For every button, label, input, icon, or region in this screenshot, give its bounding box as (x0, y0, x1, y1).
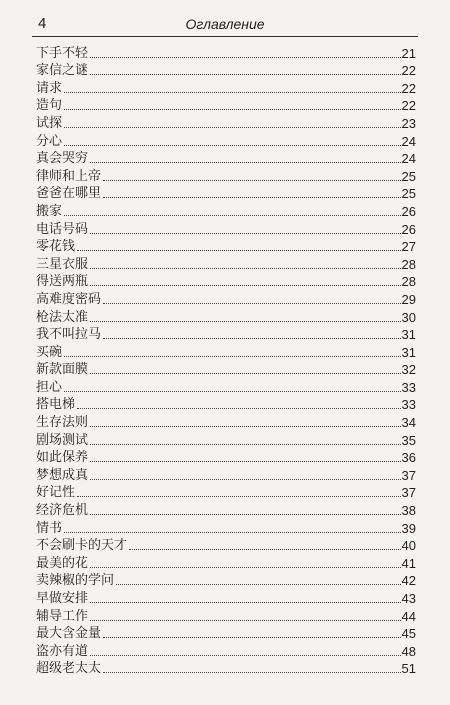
toc-entry-title: 电话号码 (36, 221, 89, 237)
toc-entry-title: 造句 (36, 98, 63, 114)
dot-leader (90, 655, 401, 656)
toc-entry (36, 220, 416, 238)
dot-leader (90, 74, 401, 75)
dot-leader (64, 215, 401, 216)
toc-entry (36, 273, 416, 291)
toc-entry-page: 22 (401, 98, 416, 114)
toc-entry-page: 24 (401, 133, 416, 149)
dot-leader (116, 584, 401, 585)
toc-entry-title: 买碗 (36, 344, 63, 360)
toc-entry-title: 真会哭穷 (36, 151, 89, 167)
toc-entry-title: 新款面膜 (36, 362, 89, 378)
toc-entry-title: 超级老太太 (36, 661, 102, 677)
toc-entry-title: 早做安排 (36, 591, 89, 606)
toc-entry (36, 238, 416, 256)
toc-entry (36, 114, 416, 132)
dot-leader (90, 444, 401, 445)
toc-entry-title: 零花钱 (36, 239, 76, 255)
dot-leader (103, 637, 401, 638)
dot-leader (103, 303, 401, 304)
toc-entry (36, 607, 416, 625)
toc-entry-page: 25 (401, 168, 416, 184)
toc-entry (36, 79, 416, 97)
toc-entry-page: 40 (401, 538, 416, 554)
toc-entry-title: 搬家 (36, 203, 63, 219)
toc-entry (36, 132, 416, 150)
dot-leader (90, 321, 401, 322)
page-title: Оглавление (185, 16, 265, 32)
toc-entry-title: 最大含金量 (36, 626, 102, 642)
toc-entry (36, 625, 416, 643)
toc-entry (36, 343, 416, 361)
toc-entry-page: 37 (401, 467, 416, 483)
toc-entry (36, 308, 416, 326)
page-header (32, 14, 418, 37)
toc-entry-title: 梦想成真 (36, 467, 89, 483)
toc-entry-page: 24 (401, 151, 416, 167)
toc-entry-title: 盗亦有道 (36, 643, 89, 659)
dot-leader (77, 250, 401, 251)
toc-entry-title: 担心 (36, 379, 63, 395)
toc-entry-page: 31 (401, 344, 416, 360)
dot-leader (90, 162, 401, 163)
toc-entry (36, 449, 416, 467)
toc-entry-page: 34 (401, 415, 416, 431)
toc-entry (36, 589, 416, 607)
toc-entry (36, 572, 416, 590)
page-number: 4 (38, 15, 47, 32)
toc-entry-title: 搭电梯 (36, 397, 76, 413)
toc-entry-page: 33 (401, 397, 416, 413)
toc-entry-title: 请求 (36, 80, 63, 96)
toc-entry-page: 45 (401, 626, 416, 642)
dot-leader (77, 408, 401, 409)
toc-entry-page: 31 (401, 327, 416, 343)
dot-leader (103, 672, 401, 673)
toc-entry-title: 家信之谜 (36, 63, 89, 79)
toc-entry-title: 最美的花 (36, 555, 89, 571)
dot-leader (90, 426, 401, 427)
toc-entry-title: 不会刷卡的天才 (36, 538, 128, 554)
toc-entry (36, 62, 416, 80)
toc-entry-page: 25 (401, 186, 416, 202)
toc-entry-page: 29 (401, 291, 416, 307)
toc-entry-title: 爸爸在哪里 (36, 186, 102, 202)
dot-leader (90, 620, 401, 621)
toc-entry (36, 413, 416, 431)
toc-entry-title: 卖辣椒的学问 (36, 573, 115, 589)
toc-entry-page: 37 (401, 485, 416, 501)
toc-entry (36, 97, 416, 115)
toc-entry (36, 466, 416, 484)
dot-leader (103, 338, 401, 339)
toc-entry-page: 44 (401, 608, 416, 624)
toc-entry (36, 185, 416, 203)
dot-leader (90, 268, 401, 269)
dot-leader (90, 285, 401, 286)
toc-entry-title: 枪法太准 (36, 309, 89, 325)
toc-entry-page: 26 (401, 203, 416, 219)
toc-entry-page: 48 (401, 643, 416, 659)
toc-entry (36, 396, 416, 414)
toc-entry-title: 情书 (36, 520, 63, 536)
toc-entry-page: 22 (401, 80, 416, 96)
toc-entry (36, 554, 416, 572)
dot-leader (90, 479, 401, 480)
dot-leader (64, 145, 401, 146)
toc-entry-page: 42 (401, 573, 416, 589)
dot-leader (90, 461, 401, 462)
dot-leader (90, 233, 401, 234)
toc-entry (36, 484, 416, 502)
dot-leader (64, 127, 401, 128)
toc-entry-page: 30 (401, 309, 416, 325)
toc-entry-page: 26 (401, 221, 416, 237)
toc-entry-title: 我不叫拉马 (36, 327, 102, 343)
dot-leader (129, 549, 401, 550)
dot-leader (90, 602, 401, 603)
toc-entry-title: 三星衣服 (36, 256, 89, 272)
toc-entry-title: 好记性 (36, 485, 76, 501)
dot-leader (64, 92, 401, 93)
dot-leader (90, 57, 401, 58)
dot-leader (64, 356, 401, 357)
toc-entry-page: 36 (401, 450, 416, 466)
toc-entry (36, 326, 416, 344)
toc-entry-page: 27 (401, 239, 416, 255)
toc-entry-title: 经济危机 (36, 503, 89, 519)
toc-entry (36, 290, 416, 308)
toc-entry (36, 660, 416, 678)
toc-entry-title: 下手不轻 (36, 45, 89, 61)
dot-leader (64, 109, 401, 110)
toc-entry-page: 43 (401, 591, 416, 606)
dot-leader (90, 514, 401, 515)
toc-entry-title: 辅导工作 (36, 608, 89, 624)
toc-entry-page: 22 (401, 63, 416, 79)
toc-entry (36, 202, 416, 220)
dot-leader (64, 391, 401, 392)
toc-entry-title: 分心 (36, 133, 63, 149)
dot-leader (90, 567, 401, 568)
toc-entry (36, 361, 416, 379)
toc-entry-page: 38 (401, 503, 416, 519)
toc-entry (36, 255, 416, 273)
toc-entry (36, 167, 416, 185)
toc-entry (36, 44, 416, 62)
toc-entry-title: 得送两瓶 (36, 274, 89, 290)
toc-entry-page: 28 (401, 256, 416, 272)
dot-leader (103, 197, 401, 198)
dot-leader (90, 373, 401, 374)
toc-entry-page: 41 (401, 555, 416, 571)
table-of-contents (36, 44, 416, 677)
toc-entry (36, 150, 416, 168)
dot-leader (103, 180, 401, 181)
toc-entry (36, 642, 416, 660)
toc-entry-page: 23 (401, 115, 416, 131)
toc-entry-title: 高难度密码 (36, 291, 102, 307)
toc-entry-page: 39 (401, 520, 416, 536)
toc-entry-title: 如此保养 (36, 450, 89, 466)
toc-entry-title: 剧场测试 (36, 432, 89, 448)
toc-entry-page: 28 (401, 274, 416, 290)
toc-entry (36, 519, 416, 537)
toc-entry-page: 32 (401, 362, 416, 378)
toc-entry-page: 33 (401, 379, 416, 395)
toc-entry-title: 生存法则 (36, 415, 89, 431)
toc-entry-page: 51 (401, 661, 416, 677)
toc-entry-page: 35 (401, 432, 416, 448)
toc-entry-title: 律师和上帝 (36, 168, 102, 184)
toc-entry (36, 431, 416, 449)
dot-leader (64, 532, 401, 533)
toc-entry (36, 537, 416, 555)
toc-entry-page: 21 (401, 45, 416, 61)
toc-entry-title: 试探 (36, 115, 63, 131)
toc-entry (36, 501, 416, 519)
dot-leader (77, 496, 401, 497)
toc-entry (36, 378, 416, 396)
